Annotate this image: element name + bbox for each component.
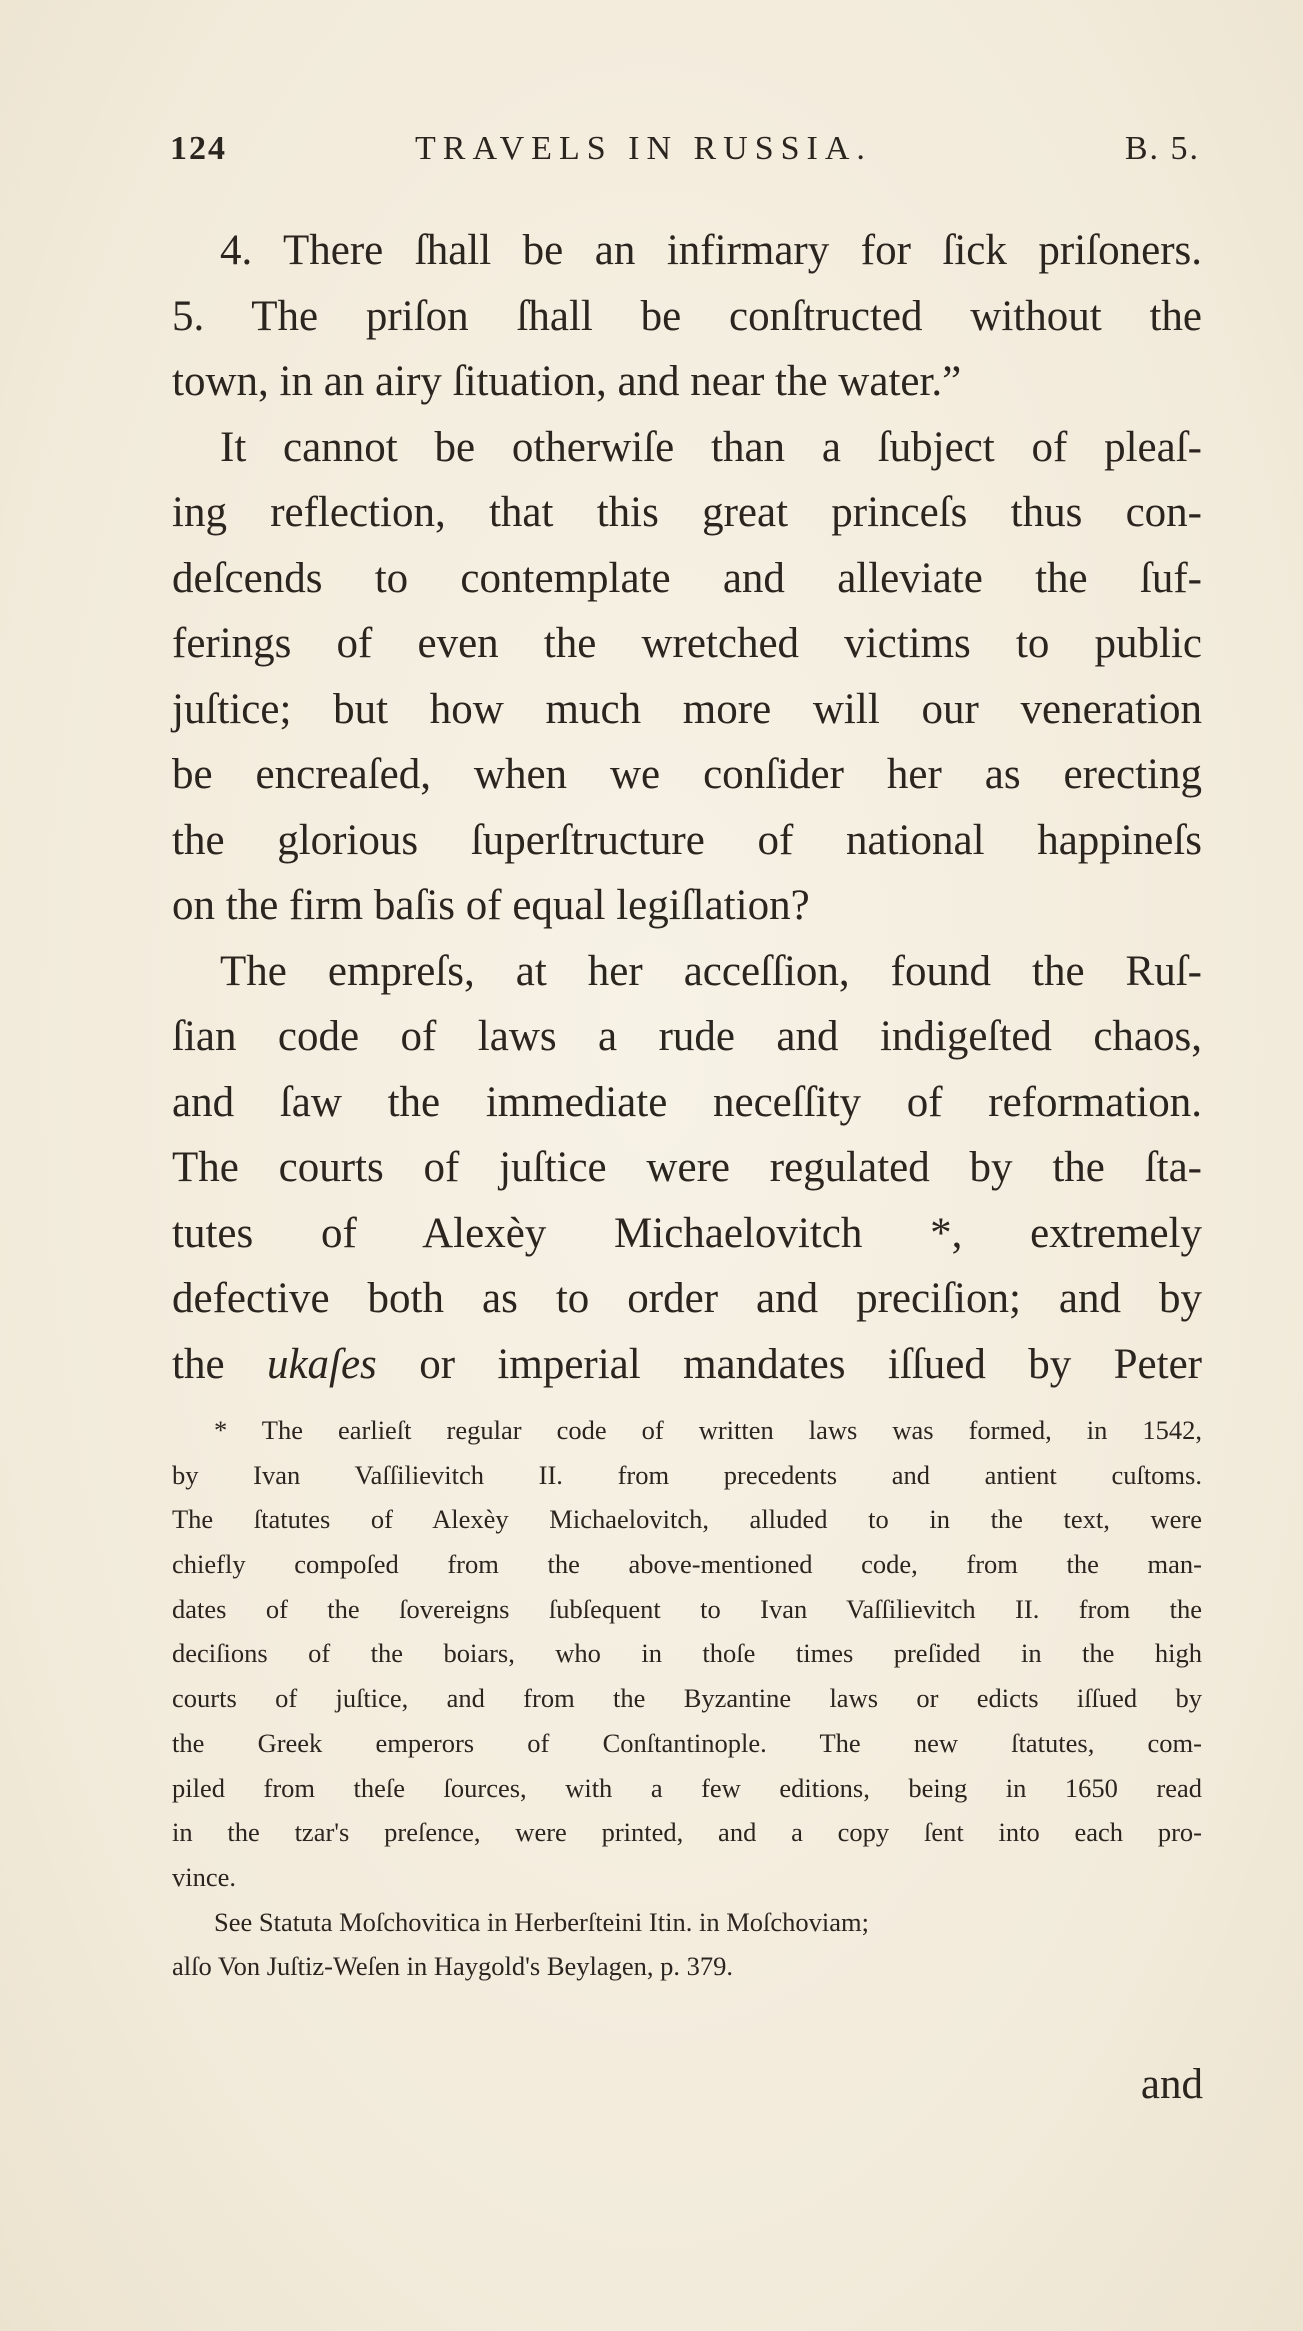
text-line: on the firm baſis of equal legiſlation? xyxy=(172,882,810,929)
text-line: The empreſs, at her acceſſion, found the Ruſ- xyxy=(220,947,1202,995)
main-text xyxy=(172,218,1202,1397)
footnote-line: deciſions of the boiars, who in thoſe times preſided in the high xyxy=(172,1638,1202,1669)
text-line: tutes of Alexèy Michaelovitch *, extremely xyxy=(172,1209,1202,1257)
running-header xyxy=(170,130,1200,190)
page-number: 124 xyxy=(170,130,227,167)
footnote-line: courts of juſtice, and from the Byzantine laws or edicts iſſued by xyxy=(172,1683,1202,1714)
footnote-line: the Greek emperors of Conſtantinople. The new ſtatutes, com- xyxy=(172,1727,1202,1758)
footnote-line: vince. xyxy=(172,1861,237,1892)
footnote xyxy=(172,1408,1202,1989)
footnote-line: piled from theſe ſources, with a few editions, being in 1650 read xyxy=(172,1772,1202,1803)
footnote-line: alſo Von Juſtiz-Weſen in Haygold's Beylagen, p. 379. xyxy=(172,1951,734,1982)
footnote-line: dates of the ſovereigns ſubſequent to Ivan Vaſſilievitch II. from the xyxy=(172,1593,1202,1624)
text-line: 5. The priſon ſhall be conſtructed without the xyxy=(172,292,1202,340)
text-line: ing reflection, that this great princeſs thus con- xyxy=(172,489,1202,536)
text-line: the glorious ſuperſtructure of national happineſs xyxy=(172,816,1202,864)
text-line: ſian code of laws a rude and indigeſted chaos, xyxy=(172,1013,1202,1060)
text-line: 4. There ſhall be an infirmary for ſick priſoners. xyxy=(220,227,1202,274)
text-line: the ukaſes or imperial mandates iſſued by Peter xyxy=(172,1340,1202,1388)
running-title: TRAVELS IN RUSSIA. xyxy=(415,130,872,167)
footnote-line: The ſtatutes of Alexèy Michaelovitch, alluded to in the text, were xyxy=(172,1504,1202,1535)
text-line: be encreaſed, when we conſider her as erecting xyxy=(172,751,1202,798)
footnote-line: See Statuta Moſchovitica in Herberſteini Itin. in Moſchoviam; xyxy=(214,1906,869,1937)
footnote-line: in the tzar's preſence, were printed, and a copy ſent into each pro- xyxy=(172,1817,1202,1848)
footnote-line: chiefly compoſed from the above-mentioned code, from the man- xyxy=(172,1549,1202,1580)
text-line: juſtice; but how much more will our veneration xyxy=(172,685,1202,733)
text-line: It cannot be otherwiſe than a ſubject of pleaſ- xyxy=(220,423,1202,471)
italic-term: ukaſes xyxy=(266,1340,377,1388)
text-line: ferings of even the wretched victims to public xyxy=(172,620,1202,667)
text-line: The courts of juſtice were regulated by the ſta- xyxy=(172,1144,1202,1191)
text-line: and ſaw the immediate neceſſity of reformation. xyxy=(172,1078,1202,1126)
text-line: deſcends to contemplate and alleviate the ſuf- xyxy=(172,554,1202,602)
book-number: B. 5. xyxy=(1124,130,1200,167)
footnote-line: by Ivan Vaſſilievitch II. from precedents and antient cuſtoms. xyxy=(172,1459,1202,1490)
catchword: and xyxy=(1140,2061,1203,2108)
text-line: defective both as to order and preciſion; and by xyxy=(172,1275,1202,1322)
text-line: town, in an airy ſituation, and near the water.” xyxy=(172,358,962,405)
footnote-line: * The earlieſt regular code of written laws was formed, in 1542, xyxy=(214,1415,1202,1445)
